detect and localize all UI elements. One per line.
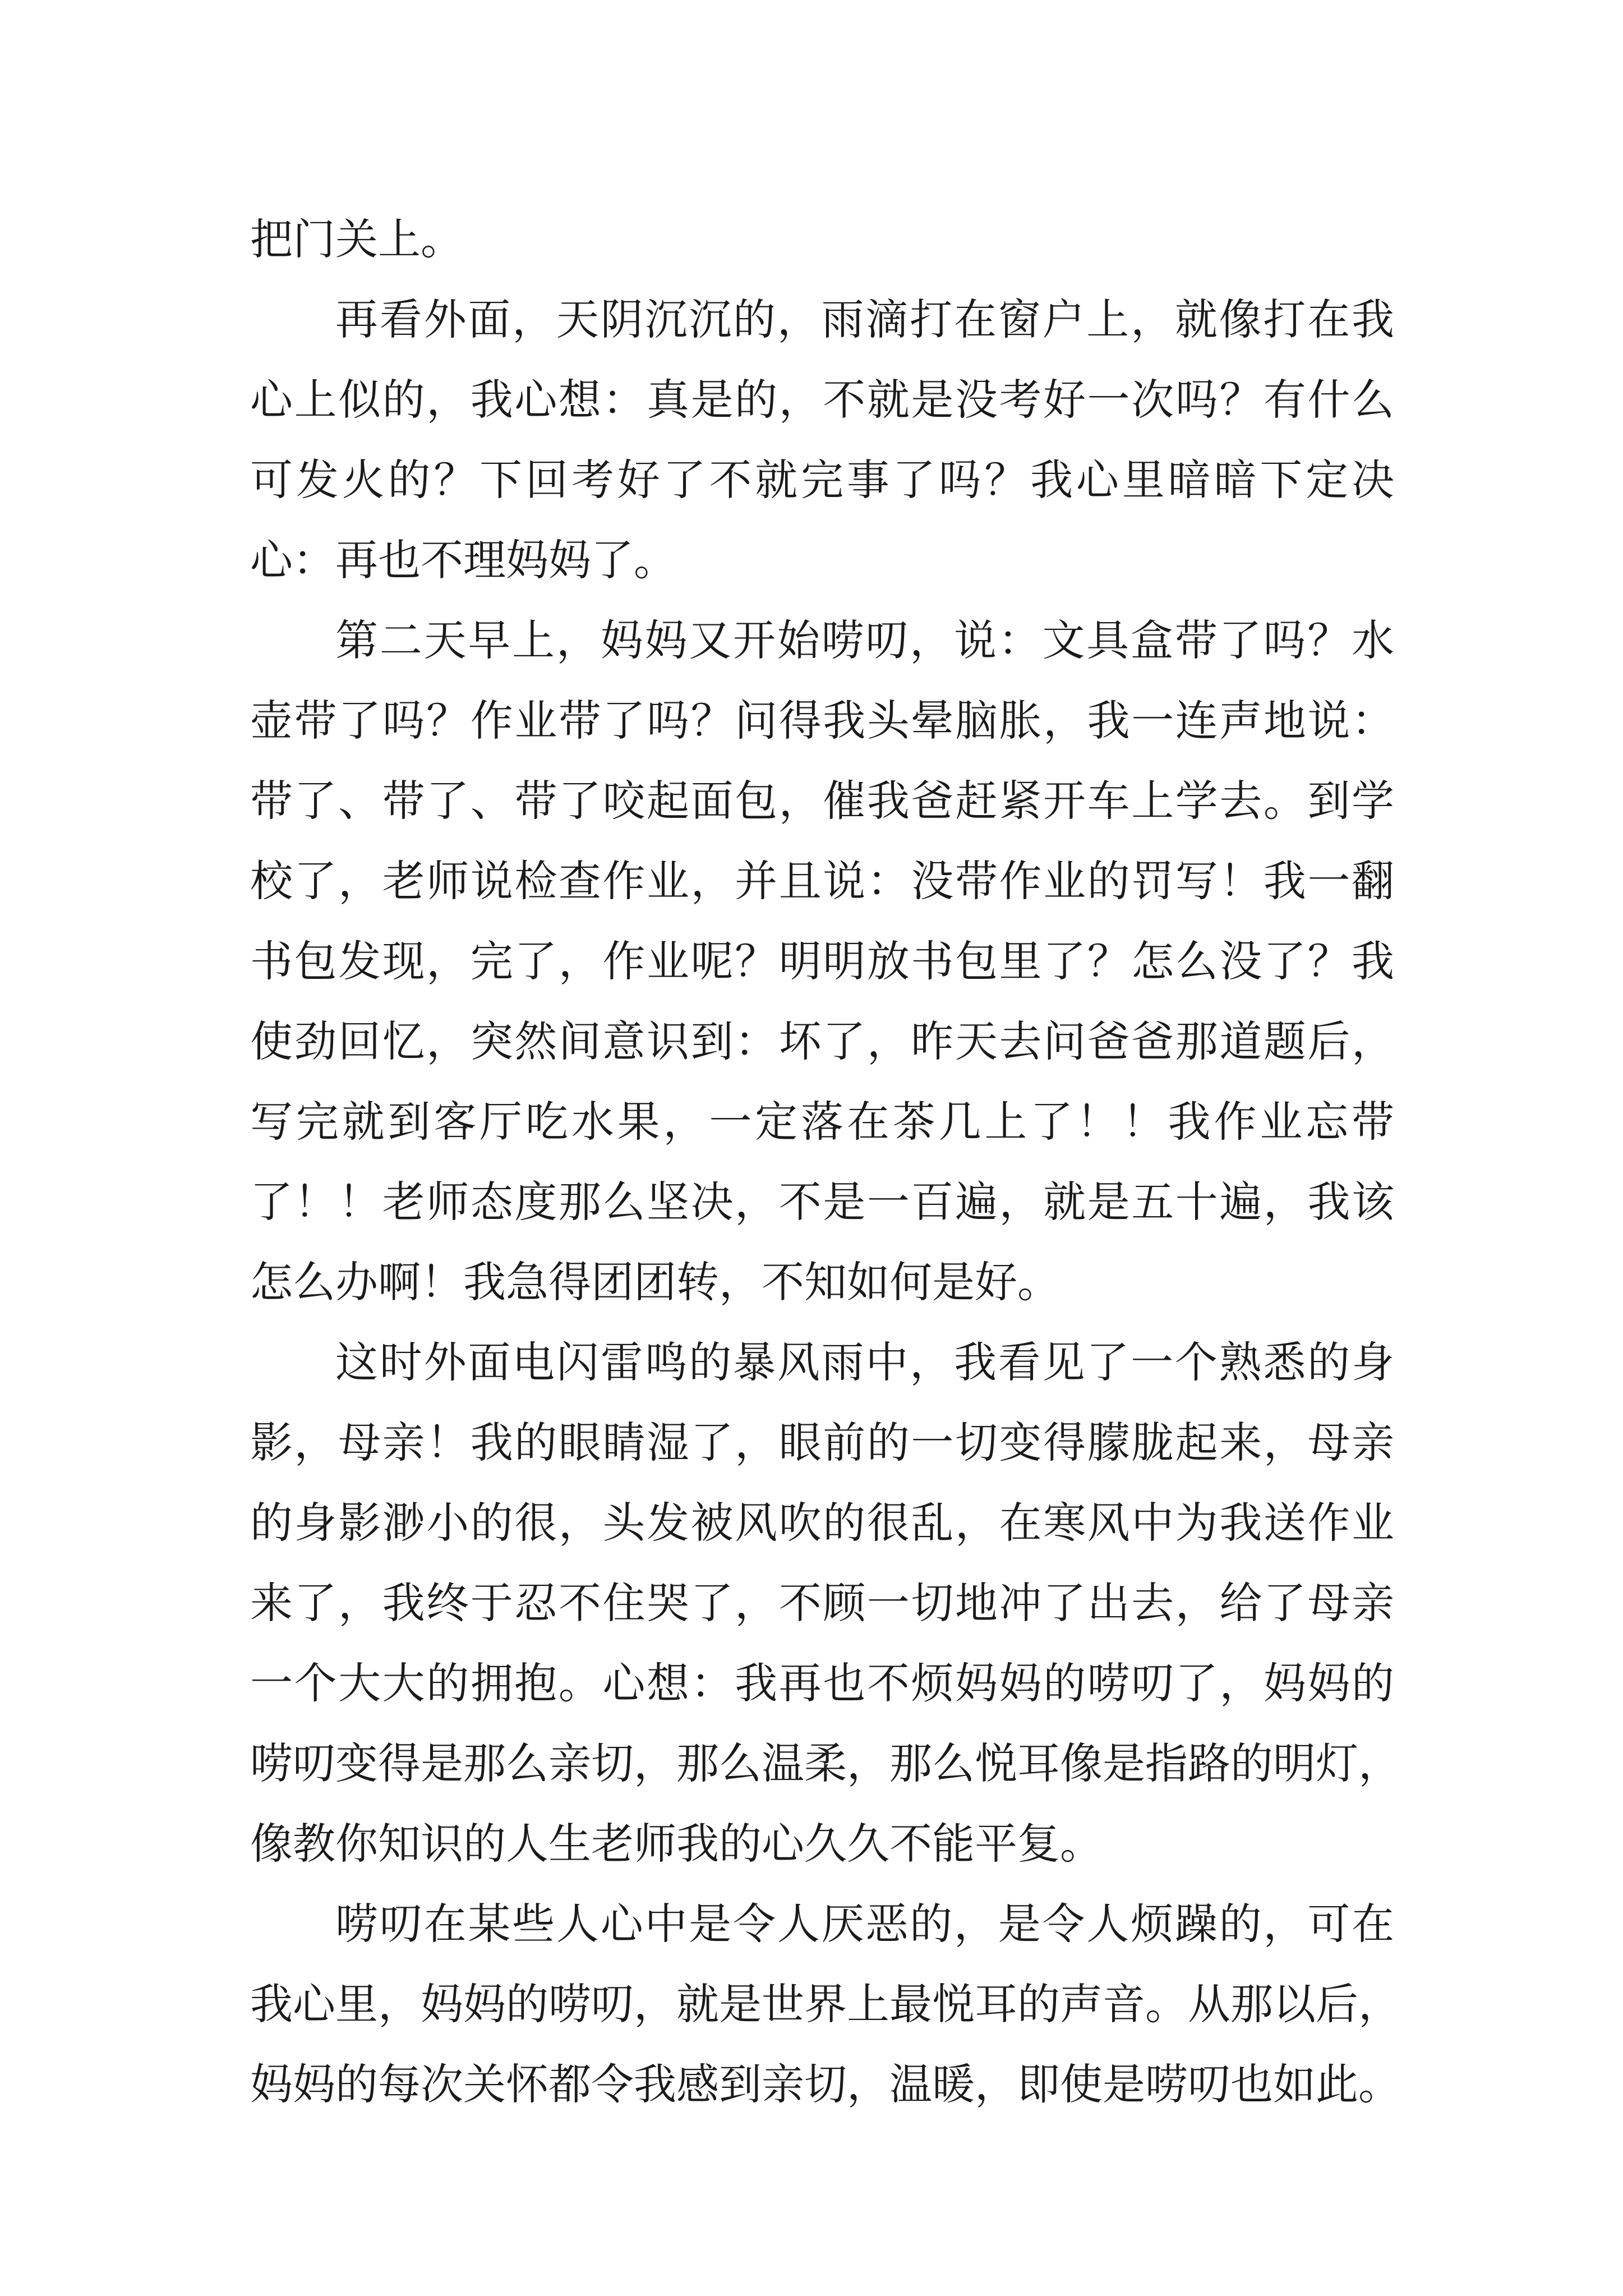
text-line: 唠叨变得是那么亲切，那么温柔，那么悦耳像是指路的明灯，: [250, 1738, 1401, 1788]
text-line: 带了、带了、带了咬起面包，催我爸赶紧开车上学去。到学: [250, 776, 1394, 826]
text-line: 一个大大的拥抱。心想：我再也不烦妈妈的唠叨了，妈妈的: [250, 1658, 1394, 1708]
text-line: 妈妈的每次关怀都令我感到亲切，温暖，即使是唠叨也如此。: [250, 2059, 1401, 2109]
text-line: 书包发现，完了，作业呢？明明放书包里了？怎么没了？我: [250, 936, 1394, 986]
text-line: 的身影渺小的很，头发被风吹的很乱，在寒风中为我送作业: [250, 1498, 1394, 1548]
text-line: 壶带了吗？作业带了吗？问得我头晕脑胀，我一连声地说：: [250, 696, 1394, 746]
text-line: 心上似的，我心想：真是的，不就是没考好一次吗？有什么: [250, 375, 1394, 425]
paragraph-first-line: 第二天早上，妈妈又开始唠叨，说：文具盒带了吗？水: [335, 615, 1394, 665]
text-line: 把门关上。: [250, 214, 463, 264]
text-line: 影，母亲！我的眼睛湿了，眼前的一切变得朦胧起来，母亲: [250, 1418, 1394, 1467]
text-line: 写完就到客厅吃水果，一定落在茶几上了！！我作业忘带: [250, 1097, 1394, 1147]
paragraph-first-line: 唠叨在某些人心中是令人厌恶的，是令人烦躁的，可在: [335, 1899, 1394, 1949]
text-line: 怎么办啊！我急得团团转，不知如何是好。: [250, 1257, 1060, 1307]
text-line: 校了，老师说检查作业，并且说：没带作业的罚写！我一翻: [250, 856, 1394, 906]
paragraph-first-line: 再看外面，天阴沉沉的，雨滴打在窗户上，就像打在我: [335, 295, 1394, 344]
text-line: 像教你知识的人生老师我的心久久不能平复。: [250, 1819, 1103, 1869]
text-line: 了！！老师态度那么坚决，不是一百遍，就是五十遍，我该: [250, 1177, 1394, 1227]
text-line: 来了，我终于忍不住哭了，不顾一切地冲了出去，给了母亲: [250, 1578, 1394, 1628]
text-line: 使劲回忆，突然间意识到：坏了，昨天去问爸爸那道题后，: [250, 1016, 1394, 1066]
paragraph-first-line: 这时外面电闪雷鸣的暴风雨中，我看见了一个熟悉的身: [335, 1337, 1394, 1387]
text-line: 心：再也不理妈妈了。: [250, 535, 676, 585]
text-line: 我心里，妈妈的唠叨，就是世界上最悦耳的声音。从那以后，: [250, 1979, 1401, 2029]
document-body: [250, 199, 1401, 2124]
text-line: 可发火的？下回考好了不就完事了吗？我心里暗暗下定决: [250, 455, 1394, 505]
